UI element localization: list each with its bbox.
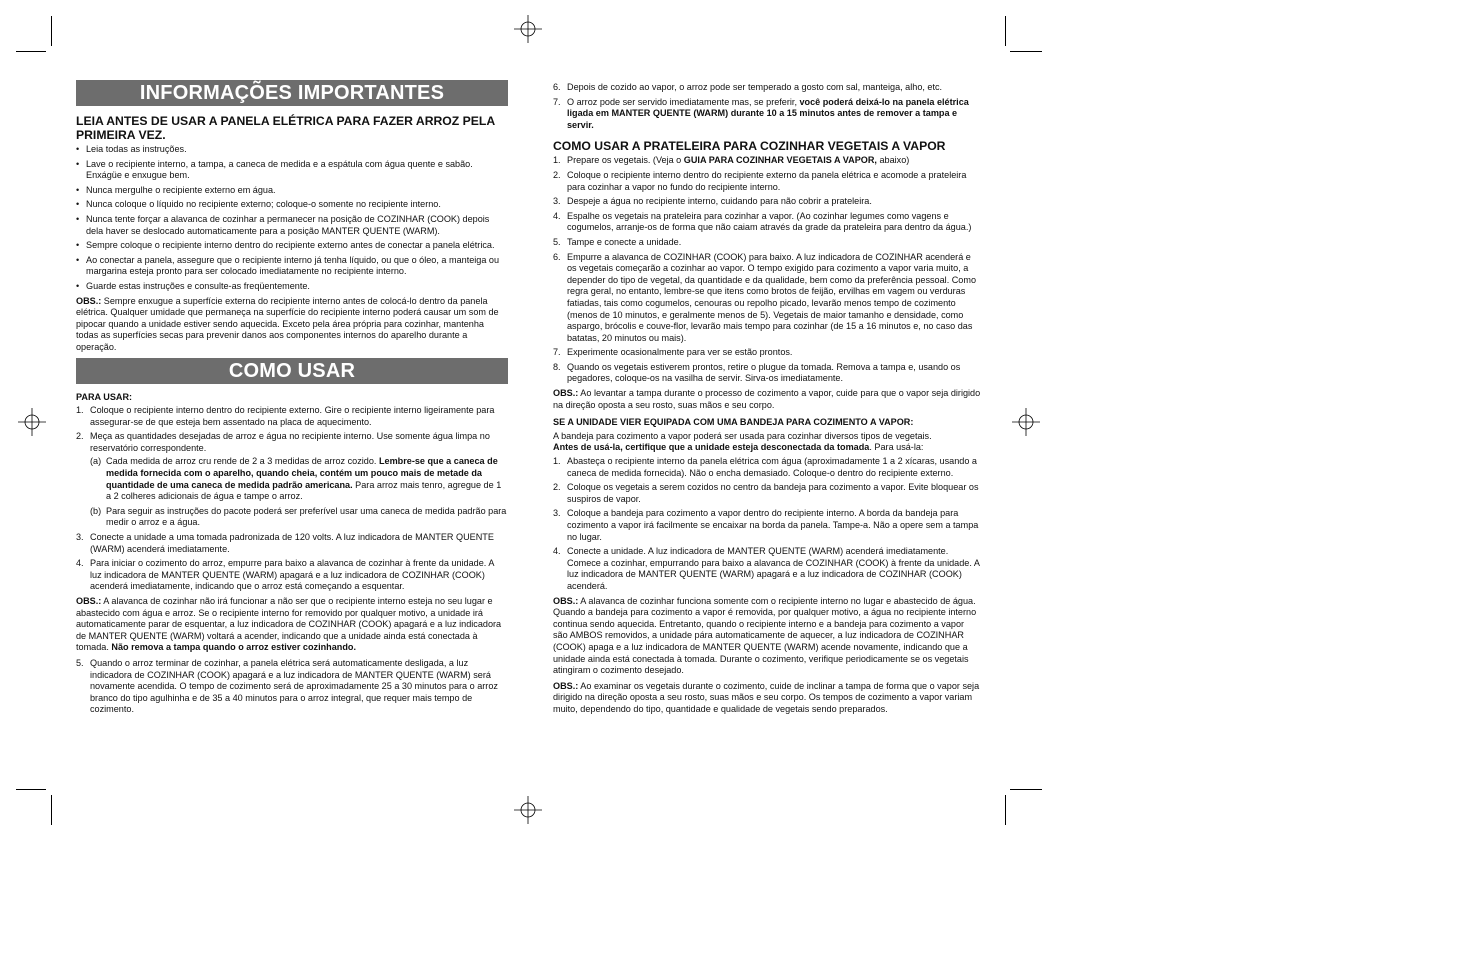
- list-item: 1. Prepare os vegetais. (Veja o GUIA PARA COZINHAR VEGETAIS A VAPOR, abaixo): [553, 155, 910, 166]
- list-item: • Nunca mergulhe o recipiente externo em água.: [76, 185, 508, 197]
- usage-steps-final: [553, 82, 981, 131]
- note-paragraph: OBS.: A alavanca de cozinhar não irá funcionar a não ser que o recipiente interno esteja no seu lugar e abastecido com água e arroz. Se o recipiente interno for removido por qualquer motivo, a unidade irá automaticamente parar de esquentar, a luz indicadora de COZINHAR (COOK) apagará e a luz indicadora de MANTER QUENTE (WARM) voltará a acender, indicando que a unidade ainda está conectada à tomada. Não remova a tampa quando o arroz estiver cozinhando.: [76, 596, 502, 653]
- crop-mark: [1005, 16, 1006, 46]
- crop-mark: [1010, 51, 1042, 52]
- list-item: 3. Coloque a bandeja para cozimento a vapor dentro do recipiente interno. A borda da bandeja para cozimento a vapor irá facilmente se encaixar na borda da panela. Tampe-a. Não a opere sem a tampa no lugar.: [553, 508, 979, 542]
- list-item: 2. Coloque o recipiente interno dentro do recipiente externo da panela elétrica e acomode a prateleira para cozinhar a vapor no fundo do recipiente interno.: [553, 169, 967, 192]
- registration-mark-icon: [18, 408, 46, 436]
- section-title-important: INFORMAÇÕES IMPORTANTES: [76, 80, 508, 106]
- crop-mark: [16, 51, 46, 52]
- note-paragraph: OBS.: Ao levantar a tampa durante o processo de cozimento a vapor, cuide para que o vapor seja dirigido na direção oposta a seu rosto, suas mãos e seu corpo.: [553, 388, 981, 410]
- list-item: 7. Experimente ocasionalmente para ver se estão prontos.: [553, 347, 793, 358]
- list-item: 4. Espalhe os vegetais na prateleira para cozinhar a vapor. (Ao cozinhar legumes como vagens e cogumelos, arranje-os de forma que não caiam através da grade da prateleira para dentro da água.): [553, 210, 972, 233]
- note-paragraph: OBS.: Ao examinar os vegetais durante o cozimento, cuide de inclinar a tampa de forma que o vapor seja dirigido na direção oposta a seu rosto, suas mãos e seu corpo. Os tempos de cozimento a vapor variam muito, dependendo do tipo, quantidade e qualidade de vegetais sendo preparados.: [553, 680, 980, 714]
- tray-heading: SE A UNIDADE VIER EQUIPADA COM UMA BANDEJA PARA COZIMENTO A VAPOR:: [553, 417, 914, 428]
- list-item: • Guarde estas instruções e consulte-as freqüentemente.: [76, 281, 508, 293]
- list-item: 8. Quando os vegetais estiverem prontos, retire o plugue da tomada. Remova a tampa e, usando os pegadores, coloque-os na vasilha de servir. Sirva-os imediatamente.: [553, 361, 961, 384]
- crop-mark: [51, 795, 52, 825]
- section-title-how-to-use: COMO USAR: [76, 358, 508, 384]
- tray-steps: [553, 456, 981, 593]
- usage-steps-continued: [76, 658, 508, 716]
- left-column: [76, 80, 508, 719]
- crop-mark: [16, 789, 46, 790]
- lead-heading: LEIA ANTES DE USAR A PANELA ELÉTRICA PARA FAZER ARROZ PELA PRIMEIRA VEZ.: [76, 114, 495, 142]
- subheading-para-usar: PARA USAR:: [76, 391, 133, 402]
- safety-bullet-list: [76, 144, 508, 293]
- list-item: • Nunca tente forçar a alavanca de cozinhar a permanecer na posição de COZINHAR (COOK) depois dela haver se deslocado automaticamente para a posição MANTER QUENTE (WARM).: [76, 214, 508, 237]
- crop-mark: [1010, 789, 1042, 790]
- list-item: (a) Cada medida de arroz cru rende de 2 a 3 medidas de arroz cozido. Lembre-se que a caneca de medida fornecida com o aparelho, quando cheia, contém um pouco mais de metade da quantidade de uma caneca de medida padrão americana. Para arroz mais tenro, agregue de 1 a 2 colheres adicionais de água e tampe o arroz.: [90, 456, 502, 502]
- crop-mark: [1005, 795, 1006, 825]
- usage-steps: [76, 405, 508, 593]
- list-item: 4. Conecte a unidade. A luz indicadora de MANTER QUENTE (WARM) acenderá imediatamente. Comece a cozinhar, empurrando para baixo a alavanca de COZINHAR (COOK) à frente da unidade. A luz indicadora de MANTER QUENTE (WARM) apagará e a luz indicadora de COZINHAR (COOK) acenderá.: [553, 546, 980, 591]
- registration-mark-icon: [514, 796, 542, 824]
- list-item: 3. Despeje a água no recipiente interno, cuidando para não cobrir a prateleira.: [553, 196, 872, 207]
- list-item: • Nunca coloque o líquido no recipiente externo; coloque-o somente no recipiente interno.: [76, 199, 508, 211]
- registration-mark-icon: [1012, 408, 1040, 436]
- list-item: • Ao conectar a panela, assegure que o recipiente interno já tenha líquido, ou que o óleo, a manteiga ou margarina esteja pronto para ser colocado imediatamente no recipiente interno.: [76, 255, 508, 278]
- list-item: 5. Quando o arroz terminar de cozinhar, a panela elétrica será automaticamente desligada, a luz indicadora de COZINHAR (COOK) apagará e a luz indicadora de MANTER QUENTE (WARM) será novamente acendida. O tempo de cozimento será de aproximadamente 25 a 30 minutos para o arroz branco do tipo agulhinha e de 35 a 40 minutos para o arroz integral, que requer mais tempo de cozimento.: [76, 657, 498, 715]
- tray-intro: A bandeja para cozimento a vapor poderá ser usada para cozinhar diversos tipos de vegetais. Antes de usá-la, certifique que a unidade esteja desconectada da tomada. Para usá-la:: [553, 430, 932, 453]
- list-item: 5. Tampe e conecte a unidade.: [553, 236, 682, 247]
- list-item: 1. Coloque o recipiente interno dentro do recipiente externo. Gire o recipiente interno ligeiramente para assegurar-se de que esteja bem assentado na placa de aquecimento.: [76, 405, 495, 427]
- list-item: 1. Abasteça o recipiente interno da panela elétrica com água (aproximadamente 1 a 2 xícaras, usando a caneca de medida fornecida). Não o encha demasiado. Coloque-o dentro do recipiente externo.: [553, 456, 977, 478]
- list-item: 7. O arroz pode ser servido imediatamente mas, se preferir, você poderá deixá-lo na panela elétrica ligada em MANTER QUENTE (WARM) durante 10 a 15 minutos antes de remover a tampa e servir.: [553, 96, 969, 130]
- crop-mark: [51, 16, 52, 46]
- list-item: • Lave o recipiente interno, a tampa, a caneca de medida e a espátula com água quente e sabão. Enxágüe e enxugue bem.: [76, 159, 508, 182]
- sub-steps: [90, 456, 508, 529]
- list-item: • Sempre coloque o recipiente interno dentro do recipiente externo antes de conectar a panela elétrica.: [76, 240, 508, 252]
- registration-mark-icon: [514, 15, 542, 43]
- list-item: (b) Para seguir as instruções do pacote poderá ser preferível usar uma caneca de medida padrão para medir o arroz e a água.: [90, 505, 507, 528]
- list-item: 6. Depois de cozido ao vapor, o arroz pode ser temperado a gosto com sal, manteiga, alho, etc.: [553, 82, 943, 92]
- list-item: 3. Conecte a unidade a uma tomada padronizada de 120 volts. A luz indicadora de MANTER QUENTE (WARM) acenderá imediatamente.: [76, 532, 494, 554]
- list-item: 2. Coloque os vegetais a serem cozidos no centro da bandeja para cozimento a vapor. Evite bloquear os suspiros de vapor.: [553, 482, 979, 504]
- steamer-steps: [553, 155, 981, 385]
- list-item: 2. Meça as quantidades desejadas de arroz e água no recipiente interno. Use somente água limpa no reservatório correspondente. (a) Cada medida de arroz cru rende de 2 a 3 medidas de arroz cozido. Lembre-se que a caneca de medida fornecida com o aparelho, quando cheia, contém um pouco mais de metade da quantidade de uma caneca de medida padrão americana. Para arroz mais tenro, agregue de 1 a 2 colheres adicionais de água e tampe o arroz. (b) Para seguir as instruções do pacote poderá ser preferível usar uma caneca de medida padrão para medir o arroz e a água.: [76, 431, 507, 528]
- note-paragraph: OBS.: A alavanca de cozinhar funciona somente com o recipiente interno no lugar e abastecido de água. Quando a bandeja para cozimento a vapor é removida, por qualquer motivo, a água no recipiente interno continua sendo aquecida. Entretanto, quando o recipiente interno e a bandeja para cozimento a vapor são AMBOS removidos, a unidade pára automaticamente de aquecer, a luz indicadora de COZINHAR (COOK) apaga e a luz indicadora de MANTER QUENTE (WARM) acende novamente, indicando que a unidade ainda está conectada à tomada. Durante o cozimento, verifique periodicamente se os vegetais atingiram o cozimento desejado.: [553, 595, 977, 676]
- steamer-heading: COMO USAR A PRATELEIRA PARA COZINHAR VEGETAIS A VAPOR: [553, 139, 946, 154]
- list-item: • Leia todas as instruções.: [76, 144, 508, 156]
- list-item: 6. Empurre a alavanca de COZINHAR (COOK) para baixo. A luz indicadora de COZINHAR acenderá e os vegetais começarão a cozinhar ao vapor. O tempo exigido para cozimento a vapor varia muito, a depender do tipo de vegetal, da quantidade e da qualidade, bem como da preferência pessoal. Como regra geral, no entanto, lembre-se que itens como brotos de feijão, ervilhas em vagem ou verduras fatiadas, tais como cogumelos, cenouras ou repolho picado, levarão menos tempo de cozimento (menos de 10 minutos, e geralmente menos de 5). Vegetais de maior tamanho e densidade, como aspargo, brócolis e couve-flor, levarão mais tempo para cozinhar (de 15 a 16 minutos e, no caso das batatas, 20 minutos ou mais).: [553, 251, 977, 343]
- right-column: [553, 82, 981, 720]
- list-item: 4. Para iniciar o cozimento do arroz, empurre para baixo a alavanca de cozinhar à frente da unidade. A luz indicadora de MANTER QUENTE (WARM) apagará e a luz indicadora de COZINHAR (COOK) acenderá imediatamente, indicando que o arroz está começando a esquentar.: [76, 558, 494, 592]
- note-paragraph: OBS.: Sempre enxugue a superfície externa do recipiente interno antes de colocá-lo dentro da panela elétrica. Qualquer umidade que permaneça na superfície do recipiente interno poderá causar um som de pipocar quando a unidade estiver sendo aquecida. Exceto pela área própria para cozinhar, mantenha todas as superfícies secas para prevenir danos aos componentes internos do aparelho durante a operação.: [76, 295, 499, 352]
